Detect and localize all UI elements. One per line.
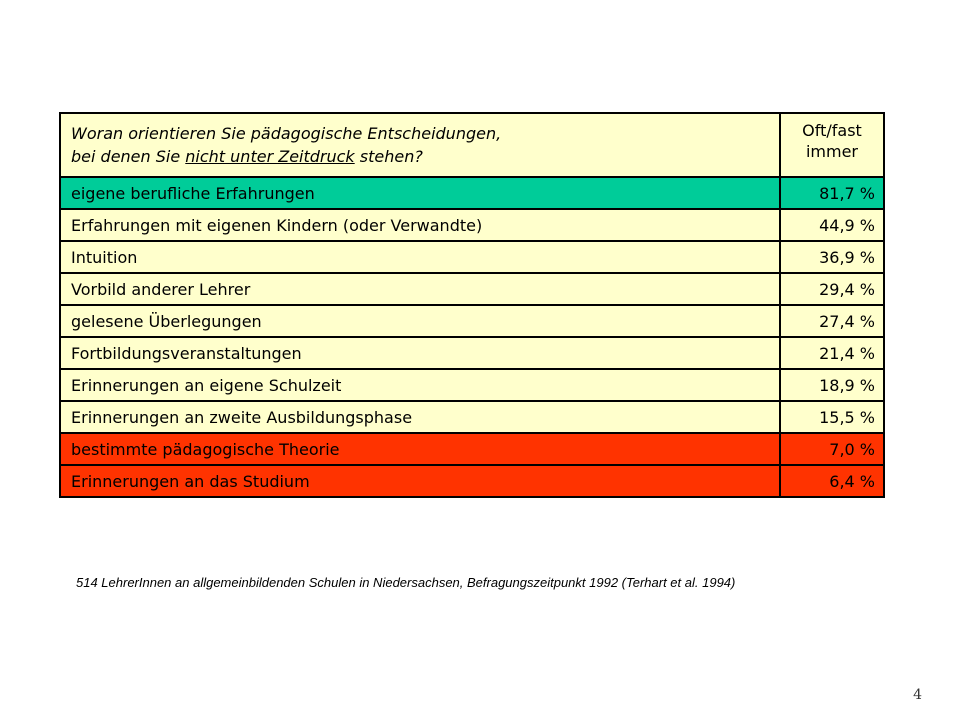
question-underlined-phrase: nicht unter Zeitdruck [185, 147, 355, 166]
table-row [60, 305, 884, 337]
row-label: eigene berufliche Erfahrungen [60, 177, 780, 209]
survey-table [59, 112, 885, 498]
table-row [60, 177, 884, 209]
row-label: Intuition [60, 241, 780, 273]
row-value: 81,7 % [780, 177, 884, 209]
table-row [60, 241, 884, 273]
row-label: Erinnerungen an zweite Ausbildungsphase [60, 401, 780, 433]
question-cell [60, 113, 780, 177]
page-number: 4 [913, 687, 922, 703]
table-row [60, 273, 884, 305]
row-label: Erinnerungen an das Studium [60, 465, 780, 497]
row-label: Erinnerungen an eigene Schulzeit [60, 369, 780, 401]
row-value: 27,4 % [780, 305, 884, 337]
table-body [60, 177, 884, 497]
row-value: 18,9 % [780, 369, 884, 401]
row-value: 29,4 % [780, 273, 884, 305]
table-row [60, 433, 884, 465]
table-row [60, 465, 884, 497]
row-label: Fortbildungsveranstaltungen [60, 337, 780, 369]
question-line-1: Woran orientieren Sie pädagogische Entscheidungen, [71, 124, 502, 143]
row-value: 6,4 % [780, 465, 884, 497]
row-label: Vorbild anderer Lehrer [60, 273, 780, 305]
table-header-row [60, 113, 884, 177]
question-line-2-suffix: stehen? [354, 147, 423, 166]
row-label: Erfahrungen mit eigenen Kindern (oder Verwandte) [60, 209, 780, 241]
footnote: 514 LehrerInnen an allgemeinbildenden Schulen in Niedersachsen, Befragungszeitpunkt 1992 (Terhart et al. 1994) [76, 575, 736, 590]
row-label: bestimmte pädagogische Theorie [60, 433, 780, 465]
row-value: 36,9 % [780, 241, 884, 273]
column-header-frequency [780, 113, 884, 177]
column-header-line-2: immer [805, 142, 859, 161]
table-row [60, 209, 884, 241]
table-row [60, 369, 884, 401]
row-value: 21,4 % [780, 337, 884, 369]
row-value: 44,9 % [780, 209, 884, 241]
table-row [60, 337, 884, 369]
row-value: 15,5 % [780, 401, 884, 433]
row-value: 7,0 % [780, 433, 884, 465]
table-row [60, 401, 884, 433]
question-line-2-prefix: bei denen Sie [71, 147, 186, 166]
row-label: gelesene Überlegungen [60, 305, 780, 337]
column-header-line-1: Oft/fast [802, 121, 862, 140]
